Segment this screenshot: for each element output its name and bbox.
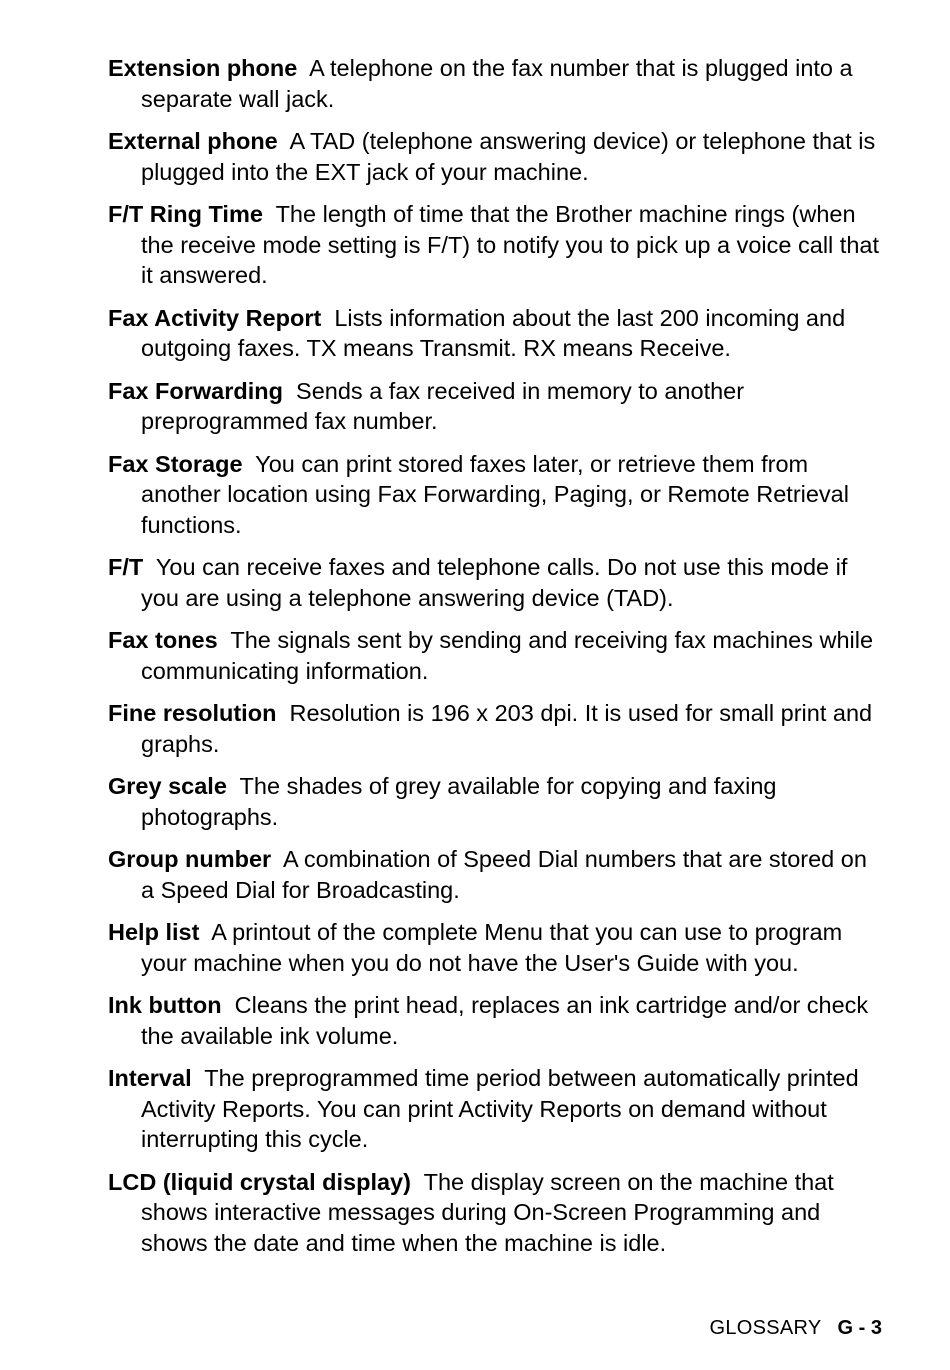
glossary-term: Group number	[108, 846, 272, 872]
glossary-entry	[108, 917, 883, 978]
glossary-entry	[108, 126, 883, 187]
glossary-term: LCD (liquid crystal display)	[108, 1168, 411, 1195]
glossary-term: F/T Ring Time	[108, 201, 263, 227]
glossary-definition: You can print stored faxes later, or retrieve them from another location using Fax Forwarding, Paging, or Remote Retrieval functions.	[141, 450, 849, 538]
glossary-term: Grey scale	[108, 773, 227, 799]
glossary-entry	[108, 53, 883, 114]
glossary-definition: Lists information about the last 200 incoming and outgoing faxes. TX means Transmit. RX means Receive.	[141, 304, 846, 361]
glossary-term: Fax tones	[108, 627, 218, 653]
glossary-entry	[108, 552, 883, 613]
glossary-entry	[108, 990, 883, 1051]
glossary-entry	[108, 625, 883, 686]
glossary-definition: The display screen on the machine that shows interactive messages during On-Screen Programming and shows the date and time when the machine is idle.	[141, 1168, 834, 1256]
glossary-definition: A printout of the complete Menu that you can use to program your machine when you do not have the User's Guide with you.	[141, 919, 843, 976]
glossary-entry	[108, 771, 883, 832]
glossary-definition: The length of time that the Brother machine rings (when the receive mode setting is F/T) to notify you to pick up a voice call that it answered.	[141, 201, 879, 288]
glossary-list	[108, 53, 883, 1270]
page-number: G - 3	[837, 1317, 882, 1339]
glossary-entry	[108, 1063, 883, 1155]
glossary-definition: The shades of grey available for copying and faxing photographs.	[141, 773, 777, 830]
glossary-entry	[108, 376, 883, 437]
glossary-term: Fax Forwarding	[108, 377, 283, 404]
glossary-definition: The preprogrammed time period between automatically printed Activity Reports. You can print Activity Reports on demand without interrupting this cycle.	[141, 1065, 859, 1152]
glossary-definition: The signals sent by sending and receiving fax machines while communicating information.	[141, 627, 874, 684]
glossary-term: F/T	[108, 554, 144, 580]
glossary-entry	[108, 698, 883, 759]
glossary-term: Fax Storage	[108, 450, 243, 477]
glossary-term: Ink button	[108, 992, 222, 1018]
glossary-definition: A TAD (telephone answering device) or telephone that is plugged into the EXT jack of your machine.	[141, 128, 876, 185]
glossary-definition: Cleans the print head, replaces an ink cartridge and/or check the available ink volume.	[141, 992, 869, 1049]
glossary-entry	[108, 449, 883, 541]
glossary-definition: Resolution is 196 x 203 dpi. It is used for small print and graphs.	[141, 700, 873, 757]
footer-section-name: GLOSSARY	[709, 1317, 822, 1339]
glossary-term: Interval	[108, 1065, 192, 1091]
glossary-entry	[108, 1167, 883, 1259]
glossary-term: Extension phone	[108, 55, 298, 81]
glossary-definition: Sends a fax received in memory to another preprogrammed fax number.	[141, 377, 745, 434]
glossary-definition: A combination of Speed Dial numbers that are stored on a Speed Dial for Broadcasting.	[141, 846, 867, 903]
glossary-term: Fine resolution	[108, 700, 277, 726]
glossary-definition: You can receive faxes and telephone calls. Do not use this mode if you are using a telephone answering device (TAD).	[141, 554, 848, 611]
glossary-term: Help list	[108, 919, 200, 945]
glossary-entry	[108, 303, 883, 364]
glossary-term: Fax Activity Report	[108, 304, 322, 331]
glossary-definition: A telephone on the fax number that is plugged into a separate wall jack.	[141, 55, 853, 112]
glossary-term: External phone	[108, 128, 278, 154]
glossary-entry	[108, 199, 883, 291]
page-footer	[709, 1316, 882, 1340]
glossary-entry	[108, 844, 883, 905]
